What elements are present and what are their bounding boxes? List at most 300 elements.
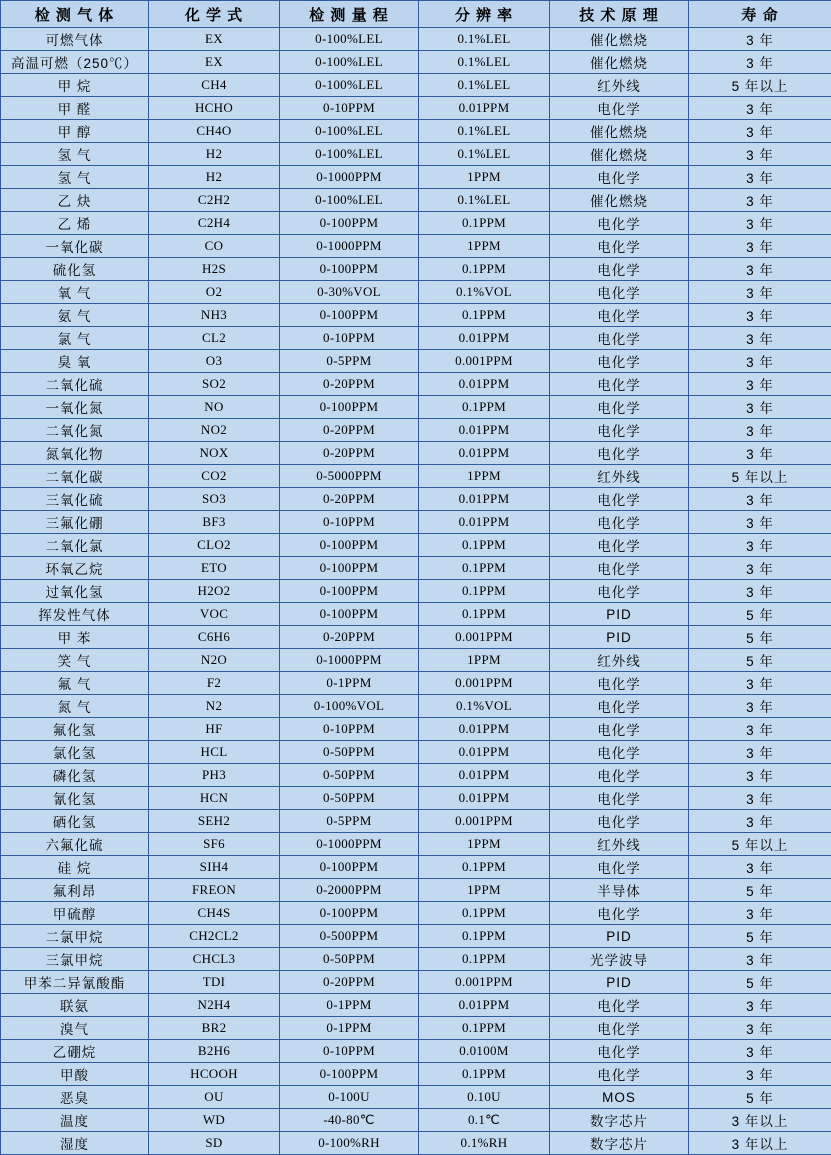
cell-gas-name: 氯化氢 bbox=[1, 741, 149, 764]
cell-resolution: 0.0100M bbox=[419, 1040, 550, 1063]
cell-resolution: 0.001PPM bbox=[419, 626, 550, 649]
cell-chemical-formula: BR2 bbox=[149, 1017, 280, 1040]
cell-lifespan: 3 年 bbox=[689, 396, 831, 419]
cell-resolution: 0.10U bbox=[419, 1086, 550, 1109]
cell-lifespan: 5 年以上 bbox=[689, 833, 831, 856]
cell-detection-range: 0-100%LEL bbox=[280, 143, 419, 166]
cell-gas-name: 甲 苯 bbox=[1, 626, 149, 649]
cell-resolution: 1PPM bbox=[419, 833, 550, 856]
table-row bbox=[1, 902, 831, 925]
cell-detection-range: 0-5000PPM bbox=[280, 465, 419, 488]
cell-chemical-formula: EX bbox=[149, 51, 280, 74]
table-row bbox=[1, 488, 831, 511]
table-row bbox=[1, 189, 831, 212]
cell-detection-range: 0-100PPM bbox=[280, 557, 419, 580]
table-row bbox=[1, 994, 831, 1017]
cell-lifespan: 3 年 bbox=[689, 488, 831, 511]
column-header-resolution: 分 辨 率 bbox=[419, 1, 550, 28]
cell-resolution: 0.01PPM bbox=[419, 327, 550, 350]
cell-detection-range: 0-50PPM bbox=[280, 787, 419, 810]
cell-detection-range: 0-100PPM bbox=[280, 304, 419, 327]
cell-resolution: 0.01PPM bbox=[419, 764, 550, 787]
cell-chemical-formula: NO bbox=[149, 396, 280, 419]
cell-detection-range: 0-500PPM bbox=[280, 925, 419, 948]
cell-lifespan: 3 年以上 bbox=[689, 1109, 831, 1132]
cell-lifespan: 3 年 bbox=[689, 258, 831, 281]
cell-lifespan: 3 年 bbox=[689, 902, 831, 925]
cell-lifespan: 3 年 bbox=[689, 1063, 831, 1086]
cell-gas-name: 二氧化碳 bbox=[1, 465, 149, 488]
cell-detection-range: 0-100%LEL bbox=[280, 74, 419, 97]
cell-gas-name: 磷化氢 bbox=[1, 764, 149, 787]
table-row bbox=[1, 419, 831, 442]
cell-detection-range: 0-20PPM bbox=[280, 626, 419, 649]
cell-gas-name: 二氯甲烷 bbox=[1, 925, 149, 948]
cell-lifespan: 3 年 bbox=[689, 350, 831, 373]
table-row bbox=[1, 1086, 831, 1109]
cell-resolution: 0.01PPM bbox=[419, 442, 550, 465]
table-row bbox=[1, 166, 831, 189]
cell-chemical-formula: H2O2 bbox=[149, 580, 280, 603]
cell-detection-range: 0-100U bbox=[280, 1086, 419, 1109]
cell-gas-name: 二氧化氯 bbox=[1, 534, 149, 557]
cell-lifespan: 5 年 bbox=[689, 925, 831, 948]
cell-gas-name: 甲 醇 bbox=[1, 120, 149, 143]
cell-chemical-formula: CH2CL2 bbox=[149, 925, 280, 948]
cell-detection-range: -40-80℃ bbox=[280, 1109, 419, 1132]
cell-technical-principle: 红外线 bbox=[550, 74, 689, 97]
cell-chemical-formula: N2 bbox=[149, 695, 280, 718]
cell-technical-principle: 电化学 bbox=[550, 258, 689, 281]
cell-gas-name: 氧 气 bbox=[1, 281, 149, 304]
cell-chemical-formula: F2 bbox=[149, 672, 280, 695]
cell-resolution: 0.1%LEL bbox=[419, 143, 550, 166]
cell-technical-principle: 电化学 bbox=[550, 580, 689, 603]
cell-technical-principle: 催化燃烧 bbox=[550, 51, 689, 74]
cell-detection-range: 0-10PPM bbox=[280, 327, 419, 350]
cell-gas-name: 氰化氢 bbox=[1, 787, 149, 810]
table-row bbox=[1, 626, 831, 649]
cell-technical-principle: 电化学 bbox=[550, 281, 689, 304]
cell-lifespan: 5 年 bbox=[689, 1086, 831, 1109]
cell-gas-name: 三氯甲烷 bbox=[1, 948, 149, 971]
cell-lifespan: 3 年以上 bbox=[689, 1132, 831, 1155]
cell-lifespan: 3 年 bbox=[689, 28, 831, 51]
cell-lifespan: 3 年 bbox=[689, 189, 831, 212]
table-row bbox=[1, 281, 831, 304]
cell-lifespan: 3 年 bbox=[689, 166, 831, 189]
cell-detection-range: 0-100PPM bbox=[280, 580, 419, 603]
table-row bbox=[1, 511, 831, 534]
table-row bbox=[1, 925, 831, 948]
cell-technical-principle: 电化学 bbox=[550, 718, 689, 741]
table-row bbox=[1, 787, 831, 810]
cell-lifespan: 3 年 bbox=[689, 534, 831, 557]
table-row bbox=[1, 1132, 831, 1155]
cell-detection-range: 0-100%VOL bbox=[280, 695, 419, 718]
cell-resolution: 0.1PPM bbox=[419, 925, 550, 948]
table-row bbox=[1, 212, 831, 235]
cell-gas-name: 氟 气 bbox=[1, 672, 149, 695]
cell-gas-name: 联氨 bbox=[1, 994, 149, 1017]
table-row bbox=[1, 327, 831, 350]
cell-gas-name: 氟利昂 bbox=[1, 879, 149, 902]
cell-technical-principle: 数字芯片 bbox=[550, 1109, 689, 1132]
cell-detection-range: 0-1000PPM bbox=[280, 833, 419, 856]
table-row bbox=[1, 741, 831, 764]
cell-technical-principle: 催化燃烧 bbox=[550, 189, 689, 212]
cell-technical-principle: 电化学 bbox=[550, 235, 689, 258]
cell-detection-range: 0-20PPM bbox=[280, 488, 419, 511]
table-row bbox=[1, 718, 831, 741]
cell-chemical-formula: N2H4 bbox=[149, 994, 280, 1017]
cell-lifespan: 5 年 bbox=[689, 603, 831, 626]
cell-lifespan: 3 年 bbox=[689, 511, 831, 534]
table-row bbox=[1, 304, 831, 327]
cell-gas-name: 硫化氢 bbox=[1, 258, 149, 281]
table-row bbox=[1, 1017, 831, 1040]
cell-chemical-formula: O2 bbox=[149, 281, 280, 304]
cell-gas-name: 硒化氢 bbox=[1, 810, 149, 833]
cell-chemical-formula: C2H2 bbox=[149, 189, 280, 212]
cell-lifespan: 3 年 bbox=[689, 1040, 831, 1063]
cell-chemical-formula: HCHO bbox=[149, 97, 280, 120]
cell-resolution: 0.1PPM bbox=[419, 603, 550, 626]
cell-technical-principle: 红外线 bbox=[550, 833, 689, 856]
cell-lifespan: 3 年 bbox=[689, 419, 831, 442]
cell-resolution: 0.1%LEL bbox=[419, 51, 550, 74]
cell-technical-principle: 电化学 bbox=[550, 787, 689, 810]
cell-lifespan: 3 年 bbox=[689, 1017, 831, 1040]
cell-resolution: 0.01PPM bbox=[419, 488, 550, 511]
cell-detection-range: 0-50PPM bbox=[280, 948, 419, 971]
cell-detection-range: 0-100%LEL bbox=[280, 189, 419, 212]
table-row bbox=[1, 1109, 831, 1132]
cell-lifespan: 3 年 bbox=[689, 856, 831, 879]
cell-detection-range: 0-5PPM bbox=[280, 350, 419, 373]
cell-resolution: 1PPM bbox=[419, 879, 550, 902]
table-row bbox=[1, 28, 831, 51]
cell-technical-principle: 电化学 bbox=[550, 304, 689, 327]
cell-resolution: 0.1PPM bbox=[419, 1017, 550, 1040]
cell-chemical-formula: NOX bbox=[149, 442, 280, 465]
column-header-gas-name: 检 测 气 体 bbox=[1, 1, 149, 28]
cell-technical-principle: 催化燃烧 bbox=[550, 120, 689, 143]
cell-gas-name: 氮 气 bbox=[1, 695, 149, 718]
cell-resolution: 0.01PPM bbox=[419, 741, 550, 764]
cell-detection-range: 0-30%VOL bbox=[280, 281, 419, 304]
cell-gas-name: 可燃气体 bbox=[1, 28, 149, 51]
table-row bbox=[1, 51, 831, 74]
cell-resolution: 0.1%VOL bbox=[419, 695, 550, 718]
table-row bbox=[1, 557, 831, 580]
cell-gas-name: 高温可燃（250℃） bbox=[1, 51, 149, 74]
table-row bbox=[1, 534, 831, 557]
cell-lifespan: 3 年 bbox=[689, 51, 831, 74]
cell-gas-name: 乙硼烷 bbox=[1, 1040, 149, 1063]
cell-resolution: 0.01PPM bbox=[419, 419, 550, 442]
cell-chemical-formula: CL2 bbox=[149, 327, 280, 350]
cell-gas-name: 甲 烷 bbox=[1, 74, 149, 97]
cell-gas-name: 氢 气 bbox=[1, 166, 149, 189]
cell-detection-range: 0-1000PPM bbox=[280, 235, 419, 258]
table-row bbox=[1, 971, 831, 994]
cell-technical-principle: 红外线 bbox=[550, 465, 689, 488]
cell-gas-name: 三氟化硼 bbox=[1, 511, 149, 534]
cell-chemical-formula: HCL bbox=[149, 741, 280, 764]
cell-chemical-formula: SEH2 bbox=[149, 810, 280, 833]
cell-technical-principle: 催化燃烧 bbox=[550, 28, 689, 51]
cell-detection-range: 0-5PPM bbox=[280, 810, 419, 833]
cell-chemical-formula: EX bbox=[149, 28, 280, 51]
cell-technical-principle: 数字芯片 bbox=[550, 1132, 689, 1155]
cell-detection-range: 0-20PPM bbox=[280, 971, 419, 994]
cell-lifespan: 3 年 bbox=[689, 741, 831, 764]
cell-lifespan: 3 年 bbox=[689, 120, 831, 143]
cell-detection-range: 0-100PPM bbox=[280, 258, 419, 281]
cell-resolution: 0.1PPM bbox=[419, 258, 550, 281]
cell-detection-range: 0-100%LEL bbox=[280, 120, 419, 143]
cell-gas-name: 一氧化碳 bbox=[1, 235, 149, 258]
cell-lifespan: 3 年 bbox=[689, 764, 831, 787]
cell-gas-name: 硅 烷 bbox=[1, 856, 149, 879]
cell-chemical-formula: CO bbox=[149, 235, 280, 258]
cell-lifespan: 3 年 bbox=[689, 143, 831, 166]
cell-technical-principle: 电化学 bbox=[550, 994, 689, 1017]
cell-detection-range: 0-50PPM bbox=[280, 764, 419, 787]
cell-chemical-formula: C6H6 bbox=[149, 626, 280, 649]
cell-chemical-formula: H2 bbox=[149, 143, 280, 166]
cell-gas-name: 氯 气 bbox=[1, 327, 149, 350]
cell-detection-range: 0-100PPM bbox=[280, 396, 419, 419]
cell-technical-principle: 半导体 bbox=[550, 879, 689, 902]
cell-gas-name: 甲 醛 bbox=[1, 97, 149, 120]
cell-resolution: 0.1%LEL bbox=[419, 120, 550, 143]
cell-detection-range: 0-1000PPM bbox=[280, 649, 419, 672]
cell-gas-name: 甲酸 bbox=[1, 1063, 149, 1086]
cell-resolution: 1PPM bbox=[419, 649, 550, 672]
table-row bbox=[1, 603, 831, 626]
table-row bbox=[1, 833, 831, 856]
cell-resolution: 0.01PPM bbox=[419, 97, 550, 120]
table-row bbox=[1, 97, 831, 120]
cell-resolution: 0.1PPM bbox=[419, 304, 550, 327]
cell-gas-name: 乙 炔 bbox=[1, 189, 149, 212]
cell-lifespan: 3 年 bbox=[689, 810, 831, 833]
cell-resolution: 0.001PPM bbox=[419, 350, 550, 373]
cell-chemical-formula: SD bbox=[149, 1132, 280, 1155]
cell-resolution: 0.1%RH bbox=[419, 1132, 550, 1155]
cell-detection-range: 0-100PPM bbox=[280, 603, 419, 626]
cell-chemical-formula: VOC bbox=[149, 603, 280, 626]
cell-resolution: 0.1PPM bbox=[419, 396, 550, 419]
cell-resolution: 0.001PPM bbox=[419, 672, 550, 695]
cell-lifespan: 3 年 bbox=[689, 672, 831, 695]
cell-lifespan: 5 年 bbox=[689, 971, 831, 994]
cell-chemical-formula: CLO2 bbox=[149, 534, 280, 557]
cell-lifespan: 3 年 bbox=[689, 948, 831, 971]
table-row bbox=[1, 948, 831, 971]
cell-technical-principle: PID bbox=[550, 603, 689, 626]
cell-technical-principle: 电化学 bbox=[550, 856, 689, 879]
cell-resolution: 0.01PPM bbox=[419, 373, 550, 396]
cell-technical-principle: 电化学 bbox=[550, 902, 689, 925]
column-header-detection-range: 检 测 量 程 bbox=[280, 1, 419, 28]
cell-technical-principle: 电化学 bbox=[550, 695, 689, 718]
cell-technical-principle: 光学波导 bbox=[550, 948, 689, 971]
cell-detection-range: 0-100%LEL bbox=[280, 51, 419, 74]
cell-technical-principle: 电化学 bbox=[550, 1017, 689, 1040]
cell-lifespan: 3 年 bbox=[689, 695, 831, 718]
cell-technical-principle: 电化学 bbox=[550, 166, 689, 189]
cell-resolution: 0.001PPM bbox=[419, 971, 550, 994]
cell-lifespan: 3 年 bbox=[689, 327, 831, 350]
cell-resolution: 1PPM bbox=[419, 166, 550, 189]
cell-resolution: 0.1%LEL bbox=[419, 189, 550, 212]
cell-detection-range: 0-1PPM bbox=[280, 994, 419, 1017]
cell-gas-name: 氢 气 bbox=[1, 143, 149, 166]
table-row bbox=[1, 74, 831, 97]
cell-lifespan: 3 年 bbox=[689, 994, 831, 1017]
cell-resolution: 0.1%VOL bbox=[419, 281, 550, 304]
cell-gas-name: 温度 bbox=[1, 1109, 149, 1132]
cell-lifespan: 3 年 bbox=[689, 442, 831, 465]
table-row bbox=[1, 695, 831, 718]
cell-detection-range: 0-2000PPM bbox=[280, 879, 419, 902]
cell-technical-principle: 电化学 bbox=[550, 350, 689, 373]
table-row bbox=[1, 1063, 831, 1086]
table-row bbox=[1, 879, 831, 902]
cell-chemical-formula: ETO bbox=[149, 557, 280, 580]
cell-gas-name: 二氧化氮 bbox=[1, 419, 149, 442]
cell-chemical-formula: H2 bbox=[149, 166, 280, 189]
table-row bbox=[1, 465, 831, 488]
cell-gas-name: 恶臭 bbox=[1, 1086, 149, 1109]
cell-detection-range: 0-100PPM bbox=[280, 1063, 419, 1086]
cell-chemical-formula: NO2 bbox=[149, 419, 280, 442]
cell-detection-range: 0-100%RH bbox=[280, 1132, 419, 1155]
cell-chemical-formula: HF bbox=[149, 718, 280, 741]
cell-resolution: 0.1PPM bbox=[419, 948, 550, 971]
cell-resolution: 0.1PPM bbox=[419, 534, 550, 557]
cell-resolution: 0.01PPM bbox=[419, 787, 550, 810]
cell-resolution: 0.1%LEL bbox=[419, 74, 550, 97]
cell-lifespan: 5 年以上 bbox=[689, 74, 831, 97]
cell-lifespan: 3 年 bbox=[689, 304, 831, 327]
cell-chemical-formula: NH3 bbox=[149, 304, 280, 327]
cell-lifespan: 5 年以上 bbox=[689, 465, 831, 488]
cell-chemical-formula: WD bbox=[149, 1109, 280, 1132]
column-header-lifespan: 寿 命 bbox=[689, 1, 831, 28]
cell-resolution: 0.1PPM bbox=[419, 856, 550, 879]
cell-technical-principle: 电化学 bbox=[550, 488, 689, 511]
table-header bbox=[1, 1, 831, 28]
cell-gas-name: 二氧化硫 bbox=[1, 373, 149, 396]
cell-lifespan: 3 年 bbox=[689, 97, 831, 120]
cell-technical-principle: 电化学 bbox=[550, 396, 689, 419]
cell-technical-principle: 电化学 bbox=[550, 672, 689, 695]
cell-detection-range: 0-100PPM bbox=[280, 856, 419, 879]
table-row bbox=[1, 143, 831, 166]
cell-technical-principle: 催化燃烧 bbox=[550, 143, 689, 166]
cell-chemical-formula: N2O bbox=[149, 649, 280, 672]
cell-lifespan: 3 年 bbox=[689, 580, 831, 603]
cell-chemical-formula: SO3 bbox=[149, 488, 280, 511]
cell-technical-principle: 电化学 bbox=[550, 419, 689, 442]
cell-gas-name: 挥发性气体 bbox=[1, 603, 149, 626]
cell-chemical-formula: CHCL3 bbox=[149, 948, 280, 971]
cell-technical-principle: 电化学 bbox=[550, 1063, 689, 1086]
cell-chemical-formula: CH4 bbox=[149, 74, 280, 97]
cell-resolution: 0.1PPM bbox=[419, 1063, 550, 1086]
table-row bbox=[1, 856, 831, 879]
cell-detection-range: 0-50PPM bbox=[280, 741, 419, 764]
cell-chemical-formula: OU bbox=[149, 1086, 280, 1109]
cell-lifespan: 3 年 bbox=[689, 787, 831, 810]
cell-detection-range: 0-20PPM bbox=[280, 419, 419, 442]
table-body bbox=[1, 28, 831, 1155]
cell-detection-range: 0-10PPM bbox=[280, 718, 419, 741]
cell-technical-principle: MOS bbox=[550, 1086, 689, 1109]
cell-technical-principle: 电化学 bbox=[550, 212, 689, 235]
cell-technical-principle: 电化学 bbox=[550, 810, 689, 833]
cell-lifespan: 3 年 bbox=[689, 235, 831, 258]
cell-chemical-formula: O3 bbox=[149, 350, 280, 373]
cell-gas-name: 甲硫醇 bbox=[1, 902, 149, 925]
cell-lifespan: 5 年 bbox=[689, 626, 831, 649]
cell-chemical-formula: CO2 bbox=[149, 465, 280, 488]
cell-gas-name: 臭 氧 bbox=[1, 350, 149, 373]
cell-chemical-formula: CH4O bbox=[149, 120, 280, 143]
cell-chemical-formula: SO2 bbox=[149, 373, 280, 396]
cell-technical-principle: 电化学 bbox=[550, 373, 689, 396]
cell-technical-principle: 电化学 bbox=[550, 534, 689, 557]
cell-gas-name: 一氧化氮 bbox=[1, 396, 149, 419]
table-row bbox=[1, 442, 831, 465]
table-row bbox=[1, 373, 831, 396]
table-row bbox=[1, 350, 831, 373]
cell-chemical-formula: SIH4 bbox=[149, 856, 280, 879]
cell-technical-principle: 电化学 bbox=[550, 764, 689, 787]
table-header-row bbox=[1, 1, 831, 28]
cell-detection-range: 0-1000PPM bbox=[280, 166, 419, 189]
cell-resolution: 0.01PPM bbox=[419, 994, 550, 1017]
cell-technical-principle: 红外线 bbox=[550, 649, 689, 672]
table-row bbox=[1, 580, 831, 603]
cell-technical-principle: 电化学 bbox=[550, 97, 689, 120]
cell-resolution: 0.01PPM bbox=[419, 511, 550, 534]
cell-resolution: 0.1PPM bbox=[419, 580, 550, 603]
cell-lifespan: 5 年 bbox=[689, 649, 831, 672]
cell-chemical-formula: HCN bbox=[149, 787, 280, 810]
cell-gas-name: 氨 气 bbox=[1, 304, 149, 327]
cell-chemical-formula: BF3 bbox=[149, 511, 280, 534]
cell-technical-principle: PID bbox=[550, 626, 689, 649]
cell-chemical-formula: C2H4 bbox=[149, 212, 280, 235]
table-row bbox=[1, 764, 831, 787]
cell-lifespan: 3 年 bbox=[689, 281, 831, 304]
cell-lifespan: 3 年 bbox=[689, 718, 831, 741]
cell-resolution: 0.01PPM bbox=[419, 718, 550, 741]
cell-technical-principle: 电化学 bbox=[550, 327, 689, 350]
column-header-technical-principle: 技 术 原 理 bbox=[550, 1, 689, 28]
cell-detection-range: 0-100PPM bbox=[280, 212, 419, 235]
cell-resolution: 1PPM bbox=[419, 235, 550, 258]
cell-resolution: 0.1PPM bbox=[419, 902, 550, 925]
cell-chemical-formula: PH3 bbox=[149, 764, 280, 787]
cell-detection-range: 0-1PPM bbox=[280, 672, 419, 695]
cell-gas-name: 过氧化氢 bbox=[1, 580, 149, 603]
